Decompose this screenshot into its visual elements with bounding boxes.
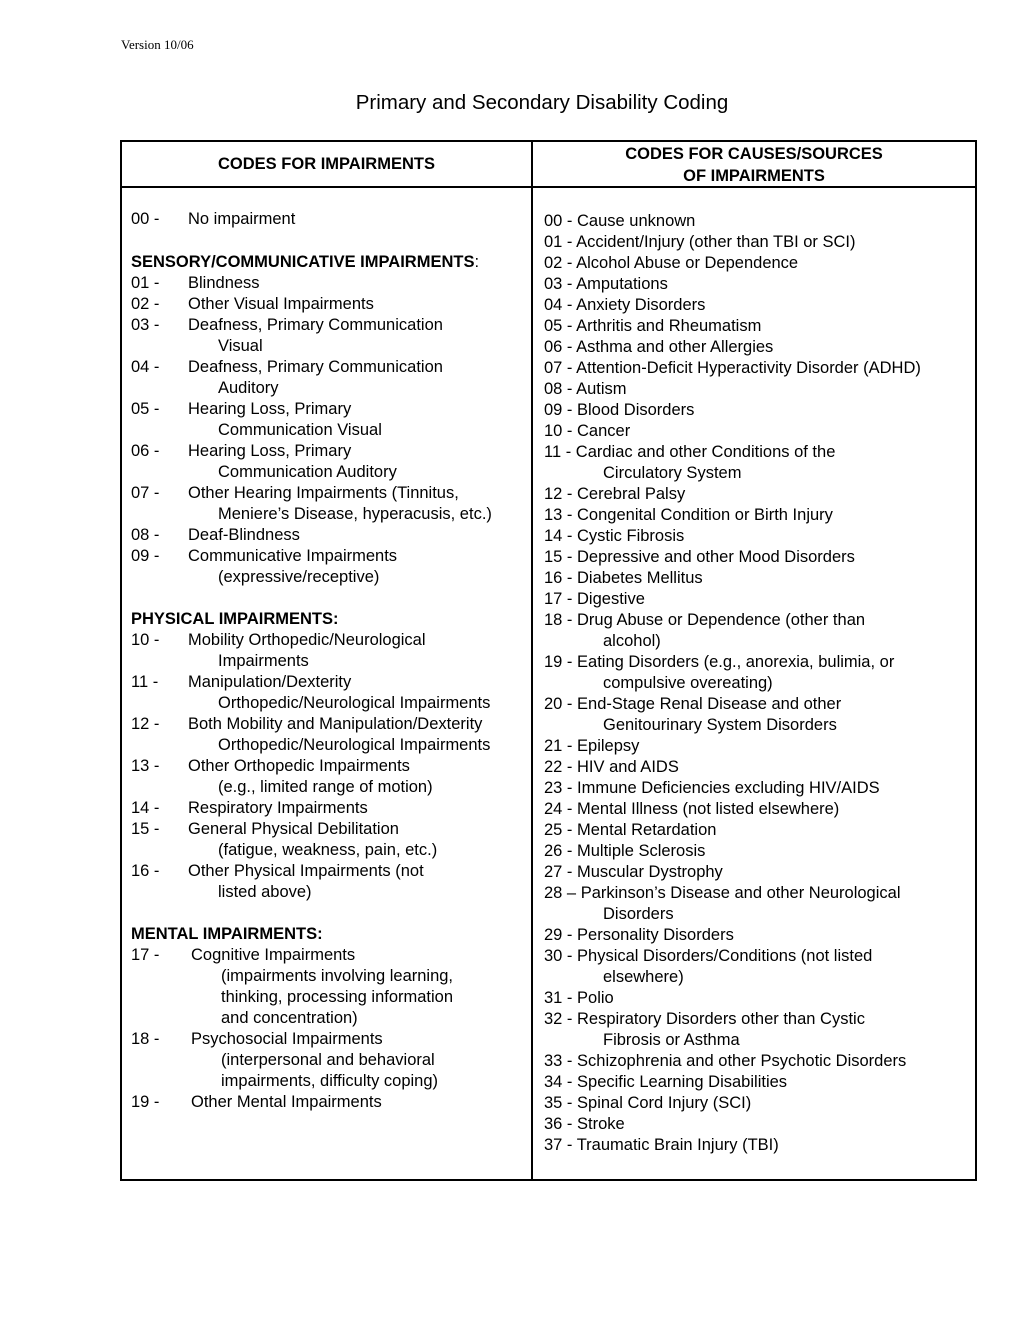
- cause-entry: 05 - Arthritis and Rheumatism: [544, 317, 762, 335]
- impairment-entry: 06 - Hearing Loss, Primary: [131, 442, 352, 460]
- cause-entry: 06 - Asthma and other Allergies: [544, 338, 774, 356]
- cause-entry: 15 - Depressive and other Mood Disorders: [544, 548, 855, 566]
- cause-entry: 28 – Parkinson’s Disease and other Neurological: [544, 884, 901, 902]
- impairment-entry: 17 - Cognitive Impairments: [131, 946, 356, 964]
- cause-continuation: alcohol): [603, 632, 661, 650]
- cause-entry: 11 - Cardiac and other Conditions of the: [544, 443, 836, 461]
- cause-entry: 03 - Amputations: [544, 275, 668, 293]
- impairment-entry: 03 - Deafness, Primary Communication: [131, 316, 443, 334]
- impairment-label: No impairment: [188, 210, 296, 228]
- impairment-continuation: and concentration): [221, 1009, 358, 1027]
- cause-entry: 10 - Cancer: [544, 422, 631, 440]
- impairment-continuation: (interpersonal and behavioral: [221, 1051, 435, 1069]
- impairment-entry: 02 - Other Visual Impairments: [131, 295, 374, 313]
- causes-header-line2: OF IMPAIRMENTS: [683, 167, 825, 185]
- impairment-continuation: Impairments: [218, 652, 309, 670]
- cause-entry: 24 - Mental Illness (not listed elsewhere): [544, 800, 840, 818]
- impairment-entry: 05 - Hearing Loss, Primary: [131, 400, 352, 418]
- cause-entry: 09 - Blood Disorders: [544, 401, 695, 419]
- impairment-continuation: Communication Visual: [218, 421, 382, 439]
- impairment-continuation: Communication Auditory: [218, 463, 397, 481]
- cause-entry: 20 - End-Stage Renal Disease and other: [544, 695, 842, 713]
- impairment-continuation: listed above): [218, 883, 312, 901]
- cause-continuation: Fibrosis or Asthma: [603, 1031, 740, 1049]
- cause-entry: 31 - Polio: [544, 989, 614, 1007]
- cause-entry: 36 - Stroke: [544, 1115, 625, 1133]
- cause-entry: 26 - Multiple Sclerosis: [544, 842, 706, 860]
- impairments-header: CODES FOR IMPAIRMENTS: [218, 155, 435, 173]
- causes-header: [533, 143, 975, 187]
- impairment-entry: [131, 209, 492, 230]
- impairment-entry: 04 - Deafness, Primary Communication: [131, 358, 443, 376]
- section-heading-mental: MENTAL IMPAIRMENTS:: [131, 925, 323, 943]
- cause-entry: 13 - Congenital Condition or Birth Injury: [544, 506, 833, 524]
- cause-entry: 32 - Respiratory Disorders other than Cystic: [544, 1010, 865, 1028]
- impairment-continuation: (fatigue, weakness, pain, etc.): [218, 841, 438, 859]
- cause-entry: 16 - Diabetes Mellitus: [544, 569, 703, 587]
- impairment-entry: 14 - Respiratory Impairments: [131, 799, 368, 817]
- cause-entry: 27 - Muscular Dystrophy: [544, 863, 723, 881]
- cause-entry: 29 - Personality Disorders: [544, 926, 734, 944]
- impairment-entry: 10 - Mobility Orthopedic/Neurological: [131, 631, 426, 649]
- impairment-entry: 09 - Communicative Impairments: [131, 547, 398, 565]
- cause-entry: 25 - Mental Retardation: [544, 821, 717, 839]
- cause-entry: 08 - Autism: [544, 380, 627, 398]
- impairment-continuation: (impairments involving learning,: [221, 967, 454, 985]
- cause-entry: 35 - Spinal Cord Injury (SCI): [544, 1094, 752, 1112]
- impairments-column: [131, 209, 492, 1113]
- cause-entry: 02 - Alcohol Abuse or Dependence: [544, 254, 799, 272]
- impairment-continuation: Auditory: [218, 379, 279, 397]
- impairment-entry: 01 - Blindness: [131, 274, 260, 292]
- cause-entry: 04 - Anxiety Disorders: [544, 296, 706, 314]
- impairment-code: 00 -: [131, 210, 160, 228]
- cause-entry: 22 - HIV and AIDS: [544, 758, 679, 776]
- impairment-continuation: thinking, processing information: [221, 988, 454, 1006]
- section-heading-physical: PHYSICAL IMPAIRMENTS:: [131, 610, 339, 628]
- impairment-continuation: (e.g., limited range of motion): [218, 778, 433, 796]
- cause-continuation: Circulatory System: [603, 464, 742, 482]
- impairment-entry: 15 - General Physical Debilitation: [131, 820, 399, 838]
- version-label: Version 10/06: [121, 37, 194, 52]
- impairment-entry: 19 - Other Mental Impairments: [131, 1093, 382, 1111]
- cause-entry: 33 - Schizophrenia and other Psychotic Disorders: [544, 1052, 907, 1070]
- cause-entry: 23 - Immune Deficiencies excluding HIV/AIDS: [544, 779, 880, 797]
- cause-entry: 21 - Epilepsy: [544, 737, 640, 755]
- impairment-continuation: Meniere’s Disease, hyperacusis, etc.): [218, 505, 492, 523]
- impairment-entry: 13 - Other Orthopedic Impairments: [131, 757, 410, 775]
- impairment-entry: 07 - Other Hearing Impairments (Tinnitus,: [131, 484, 459, 502]
- impairment-continuation: impairments, difficulty coping): [221, 1072, 439, 1090]
- causes-header-line1: CODES FOR CAUSES/SOURCES: [625, 145, 883, 163]
- cause-entry: 30 - Physical Disorders/Conditions (not listed: [544, 947, 873, 965]
- impairment-entry: 16 - Other Physical Impairments (not: [131, 862, 424, 880]
- impairment-entry: 11 - Manipulation/Dexterity: [131, 673, 352, 691]
- impairment-continuation: Orthopedic/Neurological Impairments: [218, 694, 491, 712]
- cause-continuation: Genitourinary System Disorders: [603, 716, 837, 734]
- cause-entry: 00 - Cause unknown: [544, 212, 696, 230]
- causes-column: [544, 211, 921, 1156]
- cause-entry: 14 - Cystic Fibrosis: [544, 527, 685, 545]
- page-title: Primary and Secondary Disability Coding: [355, 91, 729, 114]
- impairment-continuation: Orthopedic/Neurological Impairments: [218, 736, 491, 754]
- cause-entry: 12 - Cerebral Palsy: [544, 485, 686, 503]
- cause-entry: 07 - Attention-Deficit Hyperactivity Disorder (ADHD): [544, 359, 921, 377]
- cause-entry: 17 - Digestive: [544, 590, 645, 608]
- impairment-entry: 18 - Psychosocial Impairments: [131, 1030, 383, 1048]
- cause-entry: 19 - Eating Disorders (e.g., anorexia, bulimia, or: [544, 653, 895, 671]
- impairment-entry: 08 - Deaf-Blindness: [131, 526, 300, 544]
- impairment-entry: 12 - Both Mobility and Manipulation/Dexterity: [131, 715, 483, 733]
- cause-entry: 37 - Traumatic Brain Injury (TBI): [544, 1136, 779, 1154]
- impairment-continuation: Visual: [218, 337, 263, 355]
- cause-continuation: Disorders: [603, 905, 674, 923]
- section-heading-sensory: SENSORY/COMMUNICATIVE IMPAIRMENTS:: [131, 253, 480, 271]
- cause-entry: 34 - Specific Learning Disabilities: [544, 1073, 788, 1091]
- cause-continuation: compulsive overeating): [603, 674, 773, 692]
- cause-continuation: elsewhere): [603, 968, 684, 986]
- impairment-continuation: (expressive/receptive): [218, 568, 380, 586]
- cause-entry: 01 - Accident/Injury (other than TBI or SCI): [544, 233, 856, 251]
- column-divider: [531, 140, 533, 1181]
- cause-entry: 18 - Drug Abuse or Dependence (other than: [544, 611, 866, 629]
